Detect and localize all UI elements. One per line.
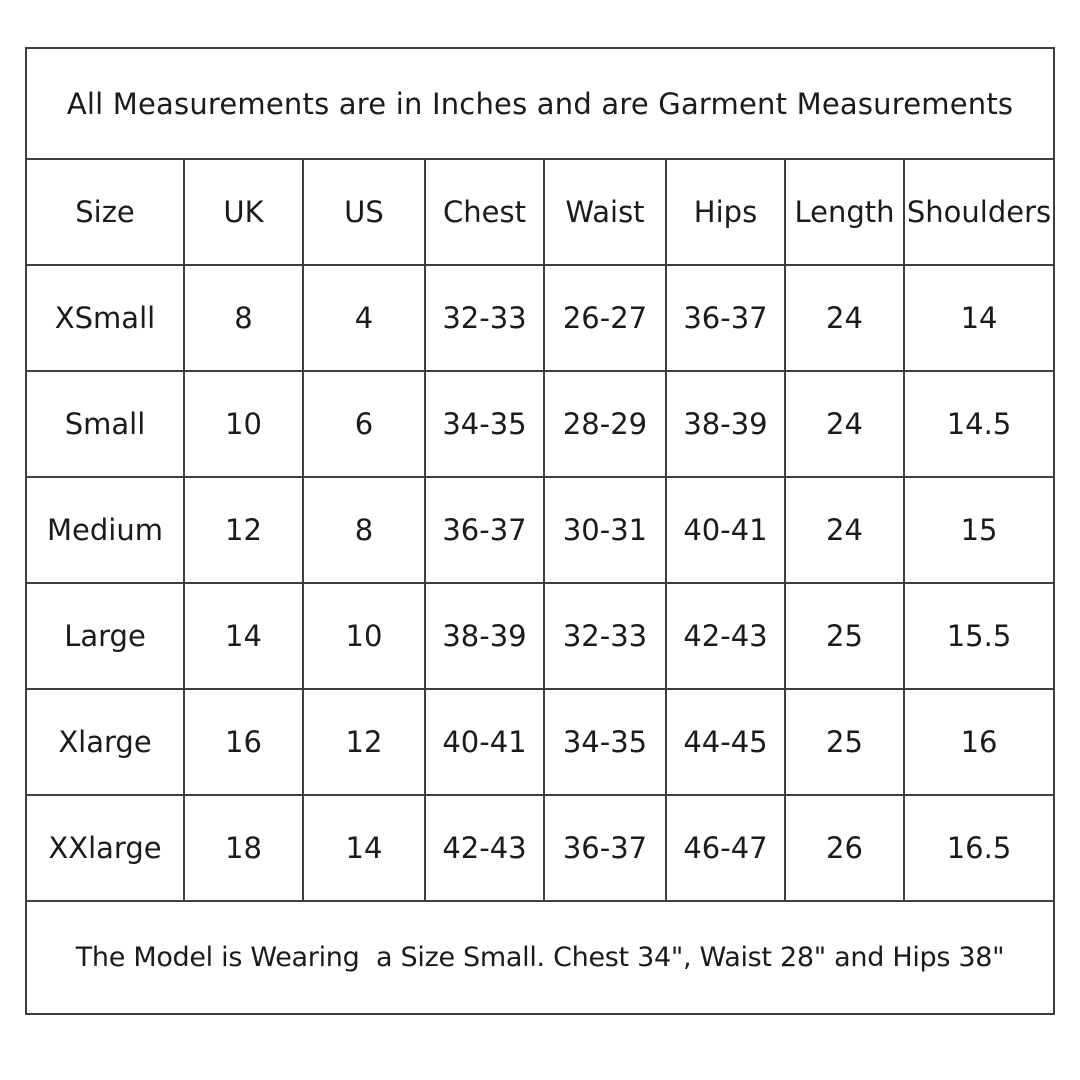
column-header-length: Length	[785, 159, 904, 265]
row-label: XXlarge	[26, 795, 184, 901]
table-cell: 14.5	[904, 371, 1054, 477]
table-cell: 14	[303, 795, 425, 901]
table-cell: 24	[785, 477, 904, 583]
table-cell: 42-43	[425, 795, 544, 901]
table-cell: 38-39	[666, 371, 785, 477]
title-row	[26, 48, 1054, 159]
table-cell: 40-41	[425, 689, 544, 795]
table-cell: 42-43	[666, 583, 785, 689]
table-cell: 30-31	[544, 477, 666, 583]
table-cell: 12	[303, 689, 425, 795]
table-cell: 34-35	[544, 689, 666, 795]
table-cell: 16	[184, 689, 303, 795]
table-cell: 24	[785, 265, 904, 371]
table-cell: 46-47	[666, 795, 785, 901]
row-label: Medium	[26, 477, 184, 583]
row-label: XSmall	[26, 265, 184, 371]
table-cell: 38-39	[425, 583, 544, 689]
table-cell: 28-29	[544, 371, 666, 477]
table-cell: 40-41	[666, 477, 785, 583]
table-cell: 36-37	[425, 477, 544, 583]
table-cell: 14	[904, 265, 1054, 371]
table-cell: 34-35	[425, 371, 544, 477]
table-cell: 14	[184, 583, 303, 689]
table-cell: 26-27	[544, 265, 666, 371]
table-cell: 25	[785, 689, 904, 795]
table-cell: 6	[303, 371, 425, 477]
model-size-note: The Model is Wearing a Size Small. Chest 34", Waist 28" and Hips 38"	[26, 901, 1054, 1014]
table-cell: 32-33	[425, 265, 544, 371]
table-row-medium	[26, 477, 1054, 583]
table-cell: 8	[303, 477, 425, 583]
footer-row	[26, 901, 1054, 1014]
table-cell: 25	[785, 583, 904, 689]
table-cell: 12	[184, 477, 303, 583]
table-cell: 10	[303, 583, 425, 689]
table-row-large	[26, 583, 1054, 689]
table-cell: 4	[303, 265, 425, 371]
column-header-uk: UK	[184, 159, 303, 265]
table-row-xxlarge	[26, 795, 1054, 901]
size-chart-table	[25, 47, 1055, 1015]
column-header-size: Size	[26, 159, 184, 265]
table-cell: 16.5	[904, 795, 1054, 901]
table-cell: 36-37	[666, 265, 785, 371]
table-row-xsmall	[26, 265, 1054, 371]
table-cell: 24	[785, 371, 904, 477]
table-cell: 10	[184, 371, 303, 477]
row-label: Small	[26, 371, 184, 477]
table-cell: 36-37	[544, 795, 666, 901]
table-cell: 16	[904, 689, 1054, 795]
column-header-shoulders: Shoulders	[904, 159, 1054, 265]
row-label: Large	[26, 583, 184, 689]
table-cell: 15	[904, 477, 1054, 583]
table-cell: 8	[184, 265, 303, 371]
table-row-small	[26, 371, 1054, 477]
table-cell: 15.5	[904, 583, 1054, 689]
table-cell: 32-33	[544, 583, 666, 689]
column-header-hips: Hips	[666, 159, 785, 265]
table-cell: 44-45	[666, 689, 785, 795]
column-header-waist: Waist	[544, 159, 666, 265]
table-title: All Measurements are in Inches and are Garment Measurements	[26, 48, 1054, 159]
column-header-us: US	[303, 159, 425, 265]
table-cell: 18	[184, 795, 303, 901]
table-cell: 26	[785, 795, 904, 901]
table-row-xlarge	[26, 689, 1054, 795]
header-row	[26, 159, 1054, 265]
row-label: Xlarge	[26, 689, 184, 795]
column-header-chest: Chest	[425, 159, 544, 265]
